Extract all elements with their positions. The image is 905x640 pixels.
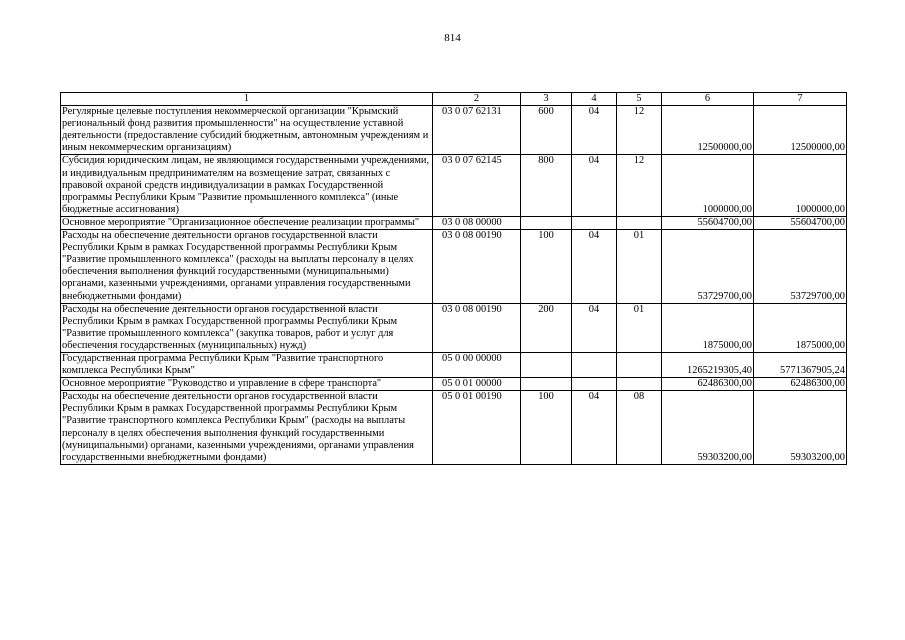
item-name: Регулярные целевые поступления некоммерческой организации "Крымский региональный фонд развития промышленности" на осуществление уставной деятельности (предоставление субсидий бюджетным, автономным учреждениям и иным некоммерческим организациям)	[61, 106, 433, 155]
amount-col6: 55604700,00	[662, 216, 754, 229]
subsection: 01	[617, 230, 662, 304]
target-code: 03 0 08 00190	[433, 303, 521, 352]
column-header-1: 1	[61, 93, 433, 106]
page-number: 814	[444, 32, 461, 44]
item-name: Субсидия юридическим лицам, не являющимся государственными учреждениями, и индивидуальным предпринимателям на возмещение затрат, связанных с правовой охраной средств индивидуализации в рамках Государственной программы Республики Крым "Развитие промышленного комплекса" (иные бюджетные ассигнования)	[61, 155, 433, 216]
subsection: 01	[617, 303, 662, 352]
amount-col7: 12500000,00	[754, 106, 847, 155]
section	[572, 378, 617, 391]
subsection: 08	[617, 391, 662, 465]
amount-col7: 59303200,00	[754, 391, 847, 465]
item-name: Расходы на обеспечение деятельности органов государственной власти Республики Крым в рамках Государственной программы Республики Крым "Развитие промышленного комплекса" (закупка товаров, работ и услуг для обеспечения государственных (муниципальных) нужд)	[61, 303, 433, 352]
amount-col7: 55604700,00	[754, 216, 847, 229]
section: 04	[572, 106, 617, 155]
table-row	[61, 378, 847, 391]
section: 04	[572, 155, 617, 216]
amount-col7: 1000000,00	[754, 155, 847, 216]
expense-type: 200	[521, 303, 572, 352]
expense-type: 800	[521, 155, 572, 216]
section	[572, 216, 617, 229]
table-header-row	[61, 93, 847, 106]
subsection: 12	[617, 155, 662, 216]
subsection: 12	[617, 106, 662, 155]
amount-col6: 62486300,00	[662, 378, 754, 391]
column-header-7: 7	[754, 93, 847, 106]
expense-type: 100	[521, 230, 572, 304]
item-name: Расходы на обеспечение деятельности органов государственной власти Республики Крым в рамках Государственной программы Республики Крым "Развитие транспортного комплекса Республики Крым" (расходы на выплаты персоналу в целях обеспечения выполнения функций государственными (муниципальными) органами, казенными учреждениями, органами управления государственными внебюджетными фондами)	[61, 391, 433, 465]
amount-col6: 1000000,00	[662, 155, 754, 216]
column-header-4: 4	[572, 93, 617, 106]
section: 04	[572, 391, 617, 465]
table-row	[61, 352, 847, 377]
amount-col7: 62486300,00	[754, 378, 847, 391]
section: 04	[572, 303, 617, 352]
amount-col6: 59303200,00	[662, 391, 754, 465]
target-code: 05 0 01 00000	[433, 378, 521, 391]
table-row	[61, 216, 847, 229]
item-name: Государственная программа Республики Крым "Развитие транспортного комплекса Республики Крым"	[61, 352, 433, 377]
expense-type	[521, 378, 572, 391]
target-code: 03 0 07 62131	[433, 106, 521, 155]
amount-col6: 12500000,00	[662, 106, 754, 155]
table-row	[61, 155, 847, 216]
subsection	[617, 352, 662, 377]
target-code: 03 0 08 00000	[433, 216, 521, 229]
budget-table	[60, 92, 847, 465]
target-code: 05 0 01 00190	[433, 391, 521, 465]
section: 04	[572, 230, 617, 304]
subsection	[617, 378, 662, 391]
column-header-3: 3	[521, 93, 572, 106]
column-header-5: 5	[617, 93, 662, 106]
item-name: Основное мероприятие "Организационное обеспечение реализации программы"	[61, 216, 433, 229]
subsection	[617, 216, 662, 229]
table-row	[61, 303, 847, 352]
table-row	[61, 106, 847, 155]
column-header-6: 6	[662, 93, 754, 106]
amount-col6: 1875000,00	[662, 303, 754, 352]
expense-type: 100	[521, 391, 572, 465]
amount-col6: 53729700,00	[662, 230, 754, 304]
target-code: 05 0 00 00000	[433, 352, 521, 377]
amount-col7: 53729700,00	[754, 230, 847, 304]
amount-col7: 1875000,00	[754, 303, 847, 352]
item-name: Расходы на обеспечение деятельности органов государственной власти Республики Крым в рамках Государственной программы Республики Крым "Развитие промышленного комплекса" (расходы на выплаты персоналу в целях обеспечения выполнения функций государственными (муниципальными) органами, казенными учреждениями, органами управления государственными внебюджетными фондами)	[61, 230, 433, 304]
expense-type: 600	[521, 106, 572, 155]
item-name: Основное мероприятие "Руководство и управление в сфере транспорта"	[61, 378, 433, 391]
column-header-2: 2	[433, 93, 521, 106]
amount-col7: 5771367905,24	[754, 352, 847, 377]
table-row	[61, 230, 847, 304]
expense-type	[521, 352, 572, 377]
section	[572, 352, 617, 377]
table-row	[61, 391, 847, 465]
target-code: 03 0 07 62145	[433, 155, 521, 216]
target-code: 03 0 08 00190	[433, 230, 521, 304]
expense-type	[521, 216, 572, 229]
amount-col6: 1265219305,40	[662, 352, 754, 377]
